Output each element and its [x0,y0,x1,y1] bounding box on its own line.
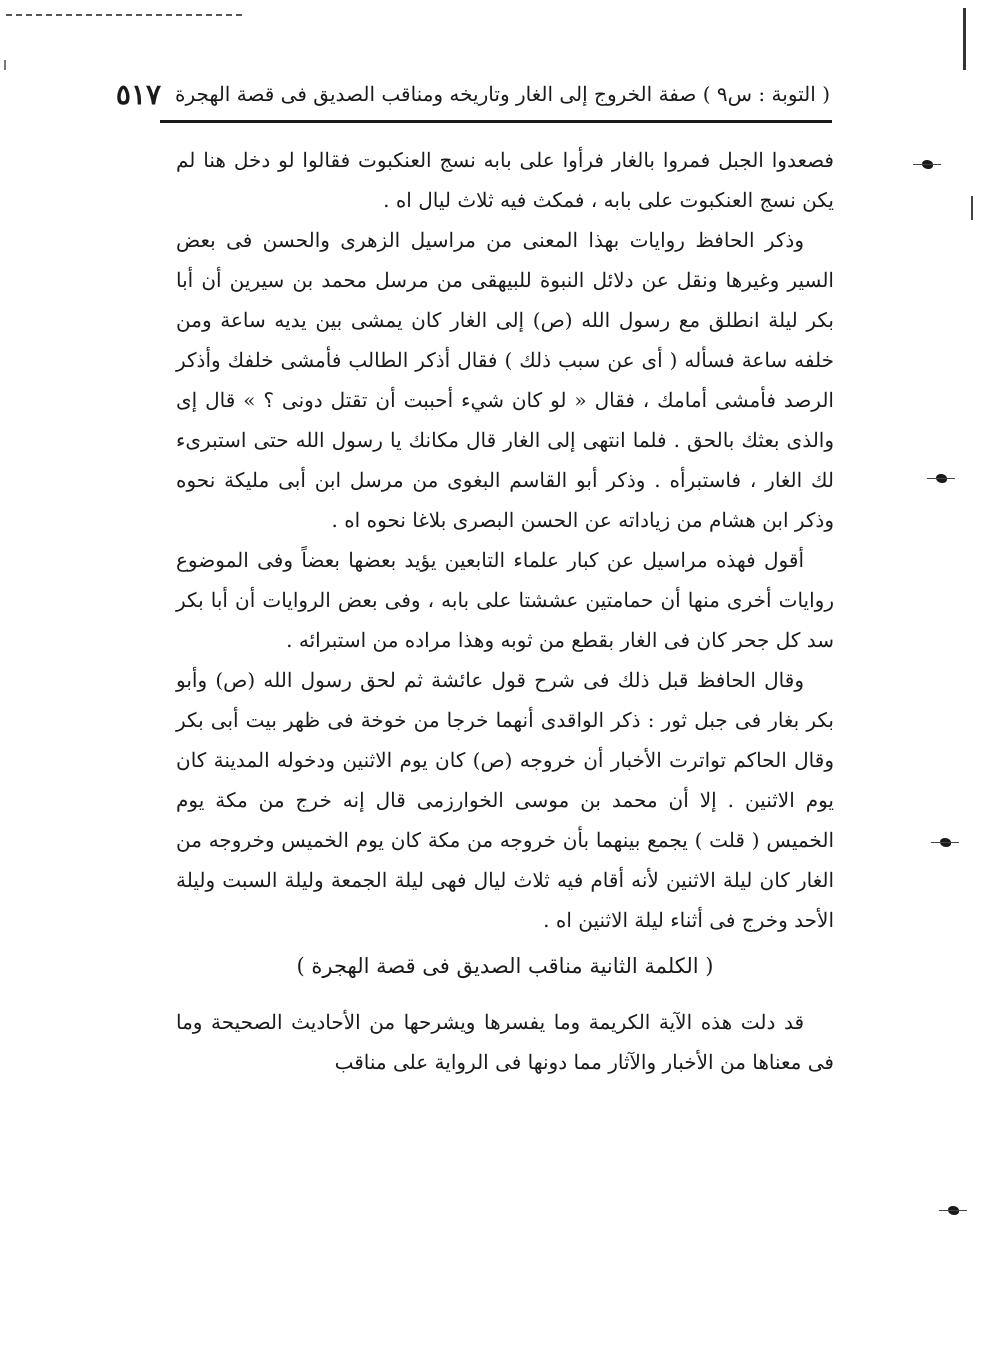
scan-border-rule [6,14,242,16]
scan-edge-mark [4,60,6,70]
page-body [176,140,834,1082]
body-paragraph: وذكر الحافظ روايات بهذا المعنى من مراسيل الزهرى والحسن فى بعض السير وغيرها ونقل عن دلائل النبوة للبيهقى من مرسل محمد بن سيرين أن أبا بكر ليلة انطلق مع رسول الله (ص) إلى الغار كان يمشى بين يديه ساعة ومن خلفه ساعة فسأله ( أى عن سبب ذلك ) فقال أذكر الطالب فأمشى خلفك وأذكر الرصد فأمشى أمامك ، فقال « لو كان شيء أحببت أن تقتل دونى ؟ » قال إى والذى بعثك بالحق . فلما انتهى إلى الغار قال مكانك يا رسول الله حتى استبرىء لك الغار ، فاستبرأه . وذكر أبو القاسم البغوى من مرسل ابن أبى مليكة نحوه وذكر ابن هشام من زياداته عن الحسن البصرى بلاغا نحوه اه . [176,228,834,532]
margin-ink-mark [936,474,947,483]
scan-edge-mark [971,196,973,220]
margin-ink-mark [922,160,933,169]
body-paragraph: قد دلت هذه الآية الكريمة وما يفسرها ويشرحها من الأحاديث الصحيحة وما فى معناها من الأخبار والآثار مما دونها فى الرواية على مناقب [176,1010,834,1074]
running-header-title: ( التوبة : س٩ ) صفة الخروج إلى الغار وتاريخه ومناقب الصديق فى قصة الهجرة [175,82,830,106]
running-header [115,74,830,114]
page-number: ٥١٧ [115,77,162,111]
body-paragraph: وقال الحافظ قبل ذلك فى شرح قول عائشة ثم لحق رسول الله (ص) وأبو بكر بغار فى جبل ثور : ذكر الواقدى أنهما خرجا من خوخة فى ظهر بيت أبى بكر وقال الحاكم تواترت الأخبار أن خروجه (ص) كان يوم الاثنين ودخوله المدينة كان يوم الاثنين . إلا أن محمد بن موسى الخوارزمى قال إنه خرج من مكة يوم الخميس ( قلت ) يجمع بينهما بأن خروجه من مكة كان يوم الخميس وخروجه من الغار كان ليلة الاثنين لأنه أقام فيه ثلاث ليال فهى ليلة الجمعة وليلة السبت وليلة الأحد وخرج فى أثناء ليلة الاثنين اه . [176,668,834,932]
body-paragraph: فصعدوا الجبل فمروا بالغار فرأوا على بابه نسج العنكبوت فقالوا لو دخل هنا لم يكن نسج العنكبوت على بابه ، فمكث فيه ثلاث ليال اه . [176,148,834,212]
body-paragraph: أقول فهذه مراسيل عن كبار علماء التابعين يؤيد بعضها بعضاً وفى الموضوع روايات أخرى منها أن حمامتين عششتا على بابه ، وفى بعض الروايات أن أبا بكر سد كل جحر كان فى الغار بقطع من ثوبه وهذا مراده من استبرائه . [176,548,834,652]
scan-edge-mark [963,8,966,70]
margin-ink-mark [940,838,951,847]
section-heading: ( الكلمة الثانية مناقب الصديق فى قصة الهجرة ) [296,954,714,978]
header-rule [160,120,832,123]
margin-ink-mark [948,1206,959,1215]
